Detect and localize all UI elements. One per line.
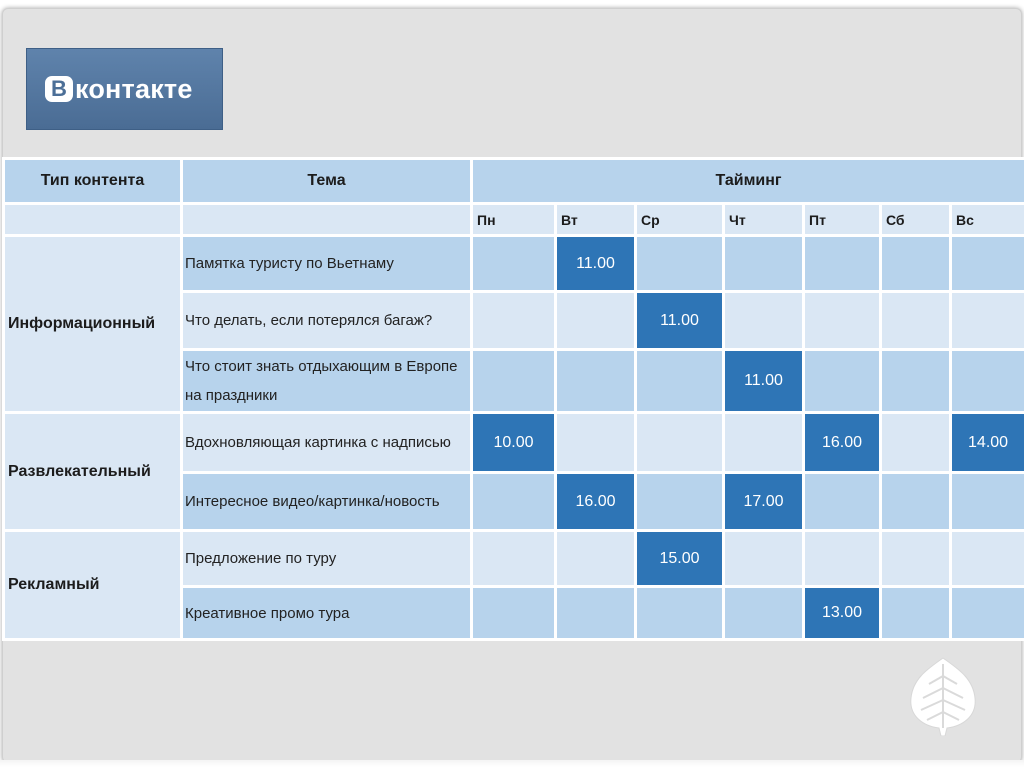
time-slot: 11.00 — [636, 292, 724, 350]
empty-slot — [556, 413, 636, 473]
empty-slot — [472, 531, 556, 587]
empty-slot — [951, 292, 1024, 350]
header-timing: Тайминг — [472, 159, 1024, 204]
empty-slot — [636, 236, 724, 292]
table-row — [4, 236, 1024, 292]
empty-slot — [804, 350, 881, 413]
empty-slot — [881, 350, 951, 413]
empty-slot — [472, 236, 556, 292]
table-row — [4, 413, 1024, 473]
topic-cell: Предложение по туру — [182, 531, 472, 587]
topic-cell: Что делать, если потерялся багаж? — [182, 292, 472, 350]
days-header-row — [4, 204, 1024, 236]
empty-slot — [636, 350, 724, 413]
day-header: Пн — [472, 204, 556, 236]
time-slot: 13.00 — [804, 587, 881, 640]
empty-slot — [804, 531, 881, 587]
table-body — [4, 236, 1024, 640]
topic-cell: Интересное видео/картинка/новость — [182, 473, 472, 531]
category-cell: Рекламный — [4, 531, 182, 640]
time-slot: 10.00 — [472, 413, 556, 473]
empty-slot — [724, 587, 804, 640]
empty-slot — [724, 413, 804, 473]
empty-slot — [724, 292, 804, 350]
header-spacer — [182, 204, 472, 236]
day-header: Чт — [724, 204, 804, 236]
time-slot: 16.00 — [556, 473, 636, 531]
header-content-type: Тип контента — [4, 159, 182, 204]
empty-slot — [472, 292, 556, 350]
vkontakte-logo — [26, 48, 223, 130]
day-header: Вс — [951, 204, 1024, 236]
empty-slot — [881, 473, 951, 531]
time-slot: 17.00 — [724, 473, 804, 531]
leaf-icon — [907, 654, 979, 736]
empty-slot — [951, 236, 1024, 292]
time-slot: 16.00 — [804, 413, 881, 473]
empty-slot — [881, 292, 951, 350]
time-slot: 14.00 — [951, 413, 1024, 473]
empty-slot — [636, 413, 724, 473]
slide-bottom-edge — [0, 760, 1024, 767]
empty-slot — [636, 587, 724, 640]
empty-slot — [556, 531, 636, 587]
time-slot: 11.00 — [556, 236, 636, 292]
empty-slot — [636, 473, 724, 531]
empty-slot — [804, 473, 881, 531]
time-slot: 15.00 — [636, 531, 724, 587]
day-header: Сб — [881, 204, 951, 236]
empty-slot — [556, 350, 636, 413]
content-timing-table — [2, 157, 1024, 641]
empty-slot — [951, 350, 1024, 413]
empty-slot — [881, 413, 951, 473]
empty-slot — [951, 587, 1024, 640]
empty-slot — [724, 531, 804, 587]
empty-slot — [881, 531, 951, 587]
empty-slot — [804, 236, 881, 292]
empty-slot — [951, 473, 1024, 531]
category-cell: Информационный — [4, 236, 182, 413]
empty-slot — [556, 292, 636, 350]
empty-slot — [881, 587, 951, 640]
day-header: Пт — [804, 204, 881, 236]
topic-cell: Памятка туристу по Вьетнаму — [182, 236, 472, 292]
vk-logo-mark: B — [45, 76, 73, 102]
table-row — [4, 531, 1024, 587]
empty-slot — [881, 236, 951, 292]
category-cell: Развлекательный — [4, 413, 182, 531]
vk-logo-text: контакте — [75, 73, 193, 104]
empty-slot — [472, 473, 556, 531]
topic-cell: Креативное промо тура — [182, 587, 472, 640]
empty-slot — [804, 292, 881, 350]
empty-slot — [724, 236, 804, 292]
topic-cell: Что стоит знать отдыхающим в Европе на праздники — [182, 350, 472, 413]
day-header: Вт — [556, 204, 636, 236]
empty-slot — [951, 531, 1024, 587]
empty-slot — [472, 350, 556, 413]
header-spacer — [4, 204, 182, 236]
day-header: Ср — [636, 204, 724, 236]
empty-slot — [472, 587, 556, 640]
time-slot: 11.00 — [724, 350, 804, 413]
topic-cell: Вдохновляющая картинка с надписью — [182, 413, 472, 473]
header-topic: Тема — [182, 159, 472, 204]
empty-slot — [556, 587, 636, 640]
